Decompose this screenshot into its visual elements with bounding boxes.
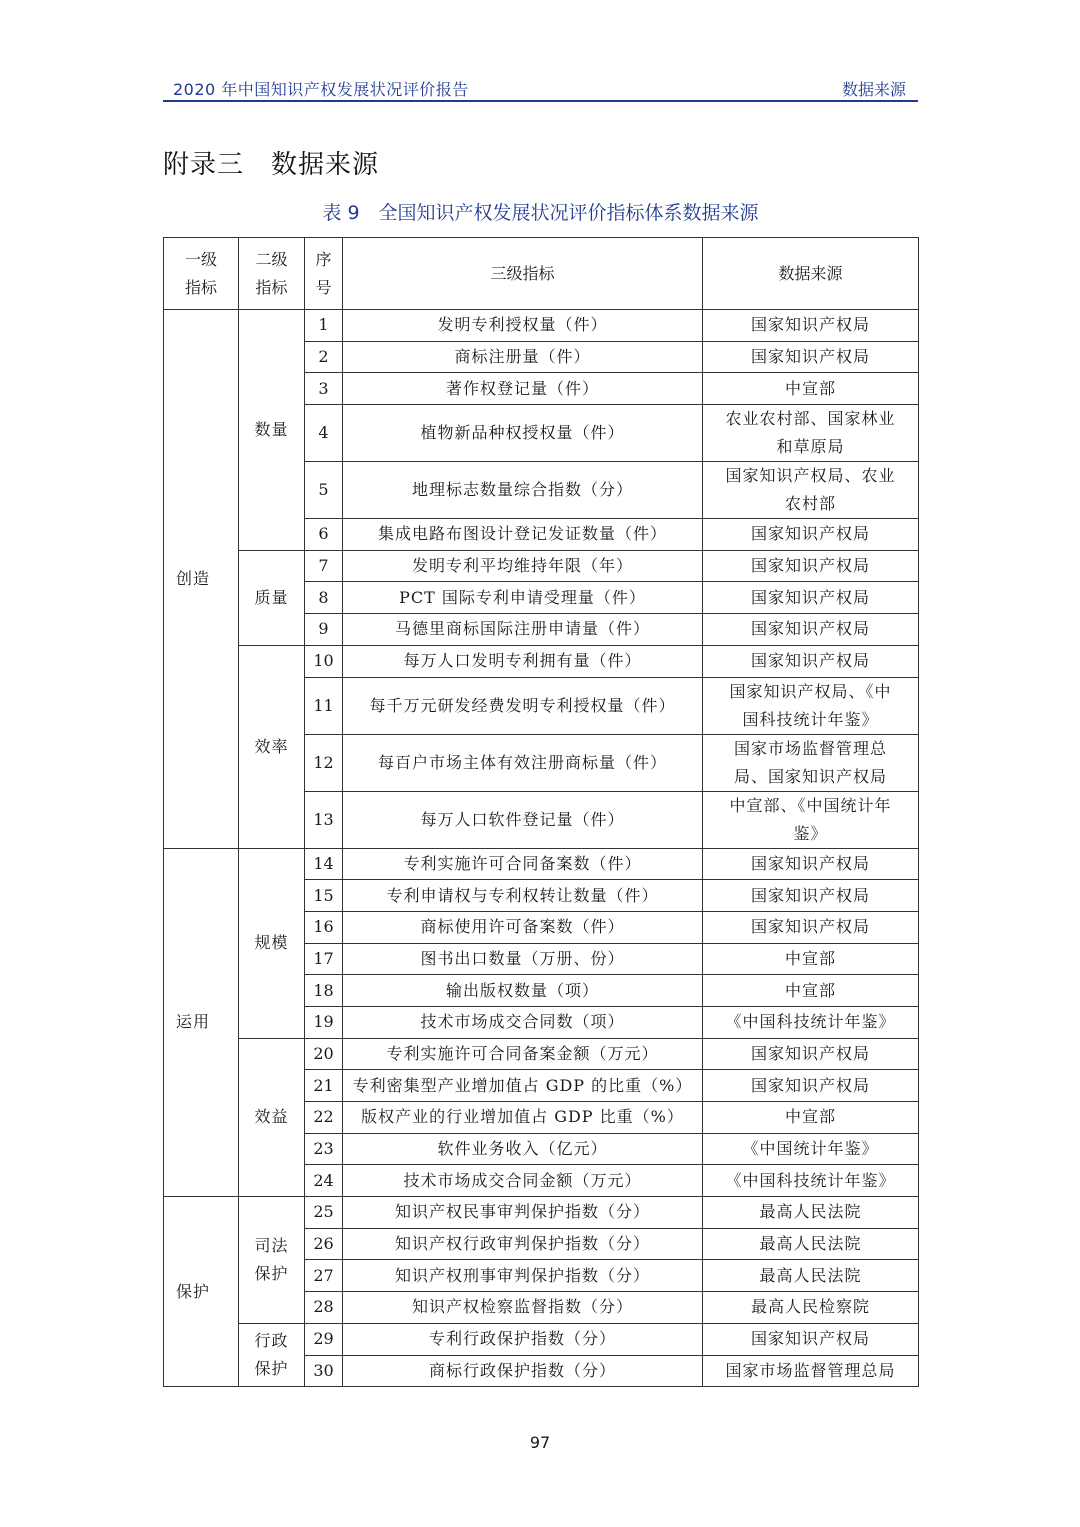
appendix-title: 附录三 数据来源 — [163, 150, 380, 180]
level3-indicator-cell: 发明专利授权量（件） — [343, 310, 703, 342]
level3-indicator-cell: 技术市场成交合同金额（万元） — [343, 1165, 703, 1197]
seq-number-cell: 4 — [305, 405, 343, 462]
table-row — [164, 645, 919, 677]
col-header-level2: 二级 指标 — [239, 238, 305, 310]
data-source-cell: 《中国科技统计年鉴》 — [703, 1006, 919, 1038]
seq-number-cell: 20 — [305, 1038, 343, 1070]
data-source-cell: 国家知识产权局 — [703, 1323, 919, 1355]
seq-number-cell: 24 — [305, 1165, 343, 1197]
seq-number-cell: 11 — [305, 677, 343, 734]
level3-indicator-cell: 软件业务收入（亿元） — [343, 1133, 703, 1165]
header-report-title: 2020 年中国知识产权发展状况评价报告 — [173, 80, 469, 99]
seq-number-cell: 5 — [305, 462, 343, 519]
level3-indicator-cell: 马德里商标国际注册申请量（件） — [343, 614, 703, 646]
seq-number-cell: 6 — [305, 519, 343, 551]
seq-number-cell: 2 — [305, 341, 343, 373]
col-header-level1: 一级 指标 — [164, 238, 239, 310]
level2-indicator-cell: 效率 — [239, 645, 305, 848]
level3-indicator-cell: 植物新品种权授权量（件） — [343, 405, 703, 462]
level3-indicator-cell: 专利实施许可合同备案数（件） — [343, 848, 703, 880]
seq-number-cell: 8 — [305, 582, 343, 614]
level3-indicator-cell: 专利行政保护指数（分） — [343, 1323, 703, 1355]
seq-number-cell: 23 — [305, 1133, 343, 1165]
header-section-title: 数据来源 — [841, 80, 906, 99]
level3-indicator-cell: 商标使用许可备案数（件） — [343, 911, 703, 943]
level3-indicator-cell: 集成电路布图设计登记发证数量（件） — [343, 519, 703, 551]
seq-number-cell: 26 — [305, 1228, 343, 1260]
data-source-cell: 国家知识产权局 — [703, 1038, 919, 1070]
data-source-cell: 最高人民法院 — [703, 1197, 919, 1229]
data-source-cell: 中宣部、《中国统计年 鉴》 — [703, 791, 919, 848]
level3-indicator-cell: 知识产权刑事审判保护指数（分） — [343, 1260, 703, 1292]
data-source-cell: 国家市场监督管理总 局、国家知识产权局 — [703, 734, 919, 791]
level3-indicator-cell: 专利密集型产业增加值占 GDP 的比重（%） — [343, 1070, 703, 1102]
seq-number-cell: 19 — [305, 1006, 343, 1038]
level3-indicator-cell: 专利实施许可合同备案金额（万元） — [343, 1038, 703, 1070]
table-row — [164, 1038, 919, 1070]
data-source-cell: 国家知识产权局 — [703, 310, 919, 342]
table-row — [164, 848, 919, 880]
table-row — [164, 310, 919, 342]
seq-number-cell: 30 — [305, 1355, 343, 1387]
level3-indicator-cell: 地理标志数量综合指数（分） — [343, 462, 703, 519]
level2-indicator-cell: 数量 — [239, 310, 305, 551]
level3-indicator-cell: 每百户市场主体有效注册商标量（件） — [343, 734, 703, 791]
col-header-source: 数据来源 — [703, 238, 919, 310]
seq-number-cell: 12 — [305, 734, 343, 791]
table-row — [164, 550, 919, 582]
data-source-cell: 国家知识产权局 — [703, 848, 919, 880]
data-source-cell: 农业农村部、国家林业 和草原局 — [703, 405, 919, 462]
level1-indicator-cell: 运用 — [164, 848, 239, 1197]
level3-indicator-cell: 知识产权检察监督指数（分） — [343, 1292, 703, 1324]
data-source-cell: 最高人民法院 — [703, 1260, 919, 1292]
seq-number-cell: 14 — [305, 848, 343, 880]
data-source-cell: 国家知识产权局 — [703, 550, 919, 582]
level3-indicator-cell: 每万人口软件登记量（件） — [343, 791, 703, 848]
level3-indicator-cell: PCT 国际专利申请受理量（件） — [343, 582, 703, 614]
level3-indicator-cell: 技术市场成交合同数（项） — [343, 1006, 703, 1038]
level2-indicator-cell: 规模 — [239, 848, 305, 1038]
data-source-cell: 国家知识产权局 — [703, 645, 919, 677]
seq-number-cell: 7 — [305, 550, 343, 582]
data-source-cell: 国家知识产权局 — [703, 911, 919, 943]
seq-number-cell: 16 — [305, 911, 343, 943]
running-header — [163, 74, 918, 102]
data-source-table — [163, 237, 919, 1387]
level3-indicator-cell: 版权产业的行业增加值占 GDP 比重（%） — [343, 1102, 703, 1134]
seq-number-cell: 22 — [305, 1102, 343, 1134]
seq-number-cell: 1 — [305, 310, 343, 342]
seq-number-cell: 28 — [305, 1292, 343, 1324]
seq-number-cell: 18 — [305, 975, 343, 1007]
data-source-cell: 国家知识产权局 — [703, 582, 919, 614]
level2-indicator-cell: 质量 — [239, 550, 305, 645]
seq-number-cell: 21 — [305, 1070, 343, 1102]
data-source-cell: 国家知识产权局 — [703, 519, 919, 551]
col-header-seq: 序 号 — [305, 238, 343, 310]
data-source-cell: 国家知识产权局 — [703, 880, 919, 912]
seq-number-cell: 25 — [305, 1197, 343, 1229]
data-source-cell: 国家知识产权局 — [703, 614, 919, 646]
level3-indicator-cell: 商标行政保护指数（分） — [343, 1355, 703, 1387]
data-source-cell: 《中国统计年鉴》 — [703, 1133, 919, 1165]
level3-indicator-cell: 每千万元研发经费发明专利授权量（件） — [343, 677, 703, 734]
table-header-row — [164, 238, 919, 310]
seq-number-cell: 3 — [305, 373, 343, 405]
data-source-cell: 国家知识产权局、农业 农村部 — [703, 462, 919, 519]
level2-indicator-cell: 行政 保护 — [239, 1323, 305, 1386]
table-row — [164, 1197, 919, 1229]
level3-indicator-cell: 知识产权民事审判保护指数（分） — [343, 1197, 703, 1229]
level3-indicator-cell: 每万人口发明专利拥有量（件） — [343, 645, 703, 677]
data-source-cell: 最高人民检察院 — [703, 1292, 919, 1324]
level3-indicator-cell: 著作权登记量（件） — [343, 373, 703, 405]
data-source-cell: 国家市场监督管理总局 — [703, 1355, 919, 1387]
table-row — [164, 1323, 919, 1355]
data-source-cell: 中宣部 — [703, 943, 919, 975]
level3-indicator-cell: 知识产权行政审判保护指数（分） — [343, 1228, 703, 1260]
data-source-cell: 中宣部 — [703, 975, 919, 1007]
data-source-cell: 国家知识产权局、《中 国科技统计年鉴》 — [703, 677, 919, 734]
seq-number-cell: 10 — [305, 645, 343, 677]
data-source-cell: 国家知识产权局 — [703, 341, 919, 373]
seq-number-cell: 29 — [305, 1323, 343, 1355]
seq-number-cell: 15 — [305, 880, 343, 912]
seq-number-cell: 13 — [305, 791, 343, 848]
data-source-cell: 最高人民法院 — [703, 1228, 919, 1260]
data-source-cell: 中宣部 — [703, 373, 919, 405]
data-source-cell: 国家知识产权局 — [703, 1070, 919, 1102]
level3-indicator-cell: 图书出口数量（万册、份） — [343, 943, 703, 975]
seq-number-cell: 9 — [305, 614, 343, 646]
seq-number-cell: 27 — [305, 1260, 343, 1292]
level3-indicator-cell: 专利申请权与专利权转让数量（件） — [343, 880, 703, 912]
data-source-cell: 中宣部 — [703, 1102, 919, 1134]
level3-indicator-cell: 商标注册量（件） — [343, 341, 703, 373]
seq-number-cell: 17 — [305, 943, 343, 975]
page-number: 97 — [529, 1433, 551, 1452]
level3-indicator-cell: 输出版权数量（项） — [343, 975, 703, 1007]
level2-indicator-cell: 效益 — [239, 1038, 305, 1196]
level1-indicator-cell: 保护 — [164, 1197, 239, 1387]
col-header-level3: 三级指标 — [343, 238, 703, 310]
table-caption: 表 9 全国知识产权发展状况评价指标体系数据来源 — [322, 202, 759, 224]
level2-indicator-cell: 司法 保护 — [239, 1197, 305, 1324]
data-source-cell: 《中国科技统计年鉴》 — [703, 1165, 919, 1197]
level1-indicator-cell: 创造 — [164, 310, 239, 849]
level3-indicator-cell: 发明专利平均维持年限（年） — [343, 550, 703, 582]
